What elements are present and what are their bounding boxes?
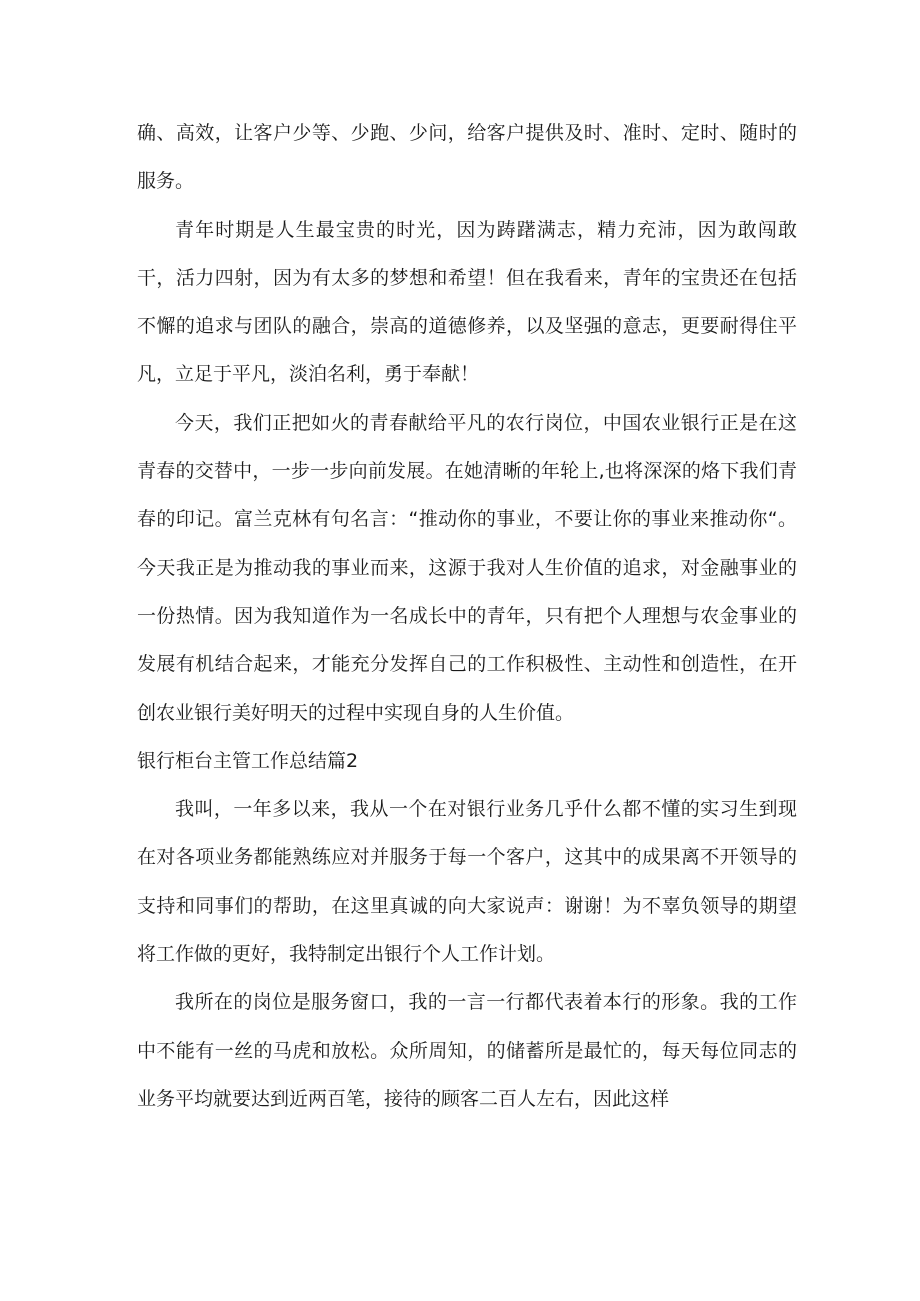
paragraph-continuation: 确、高效，让客户少等、少跑、少问，给客户提供及时、准时、定时、随时的服务。 [137, 122, 797, 193]
paragraph-youth: 青年时期是人生最宝贵的时光，因为踌躇满志，精力充沛，因为敢闯敢干，活力四射，因为有太多的梦想和希望！但在我看来，青年的宝贵还在包括不懈的追求与团队的融合，崇高的道德修养，以及坚强的意志，更要耐得住平凡，立足于平凡，淡泊名利，勇于奉献！ [137, 218, 797, 386]
paragraph-service-window: 我所在的岗位是服务窗口，我的一言一行都代表着本行的形象。我的工作中不能有一丝的马虎和放松。众所周知，的储蓄所是最忙的，每天每位同志的业务平均就要达到近两百笔，接待的顾客二百人左右，因此这样 [137, 991, 797, 1110]
document-body [137, 109, 797, 1123]
paragraph-intro: 我叫，一年多以来，我从一个在对银行业务几乎什么都不懂的实习生到现在对各项业务都能熟练应对并服务于每一个客户，这其中的成果离不开领导的支持和同事们的帮助，在这里真诚的向大家说声：谢谢！为不辜负领导的期望将工作做的更好，我特制定出银行个人工作计划。 [137, 798, 797, 966]
paragraph-today: 今天，我们正把如火的青春献给平凡的农行岗位，中国农业银行正是在这青春的交替中，一步一步向前发展。在她清晰的年轮上,也将深深的烙下我们青春的印记。富兰克林有句名言：“推动你的事业，不要让你的事业来推动你“。今天我正是为推动我的事业而来，这源于我对人生价值的追求，对金融事业的一份热情。因为我知道作为一名成长中的青年，只有把个人理想与农金事业的发展有机结合起来，才能充分发挥自己的工作积极性、主动性和创造性，在开创农业银行美好明天的过程中实现自身的人生价值。 [137, 411, 797, 724]
section-heading: 银行柜台主管工作总结篇2 [137, 749, 359, 772]
